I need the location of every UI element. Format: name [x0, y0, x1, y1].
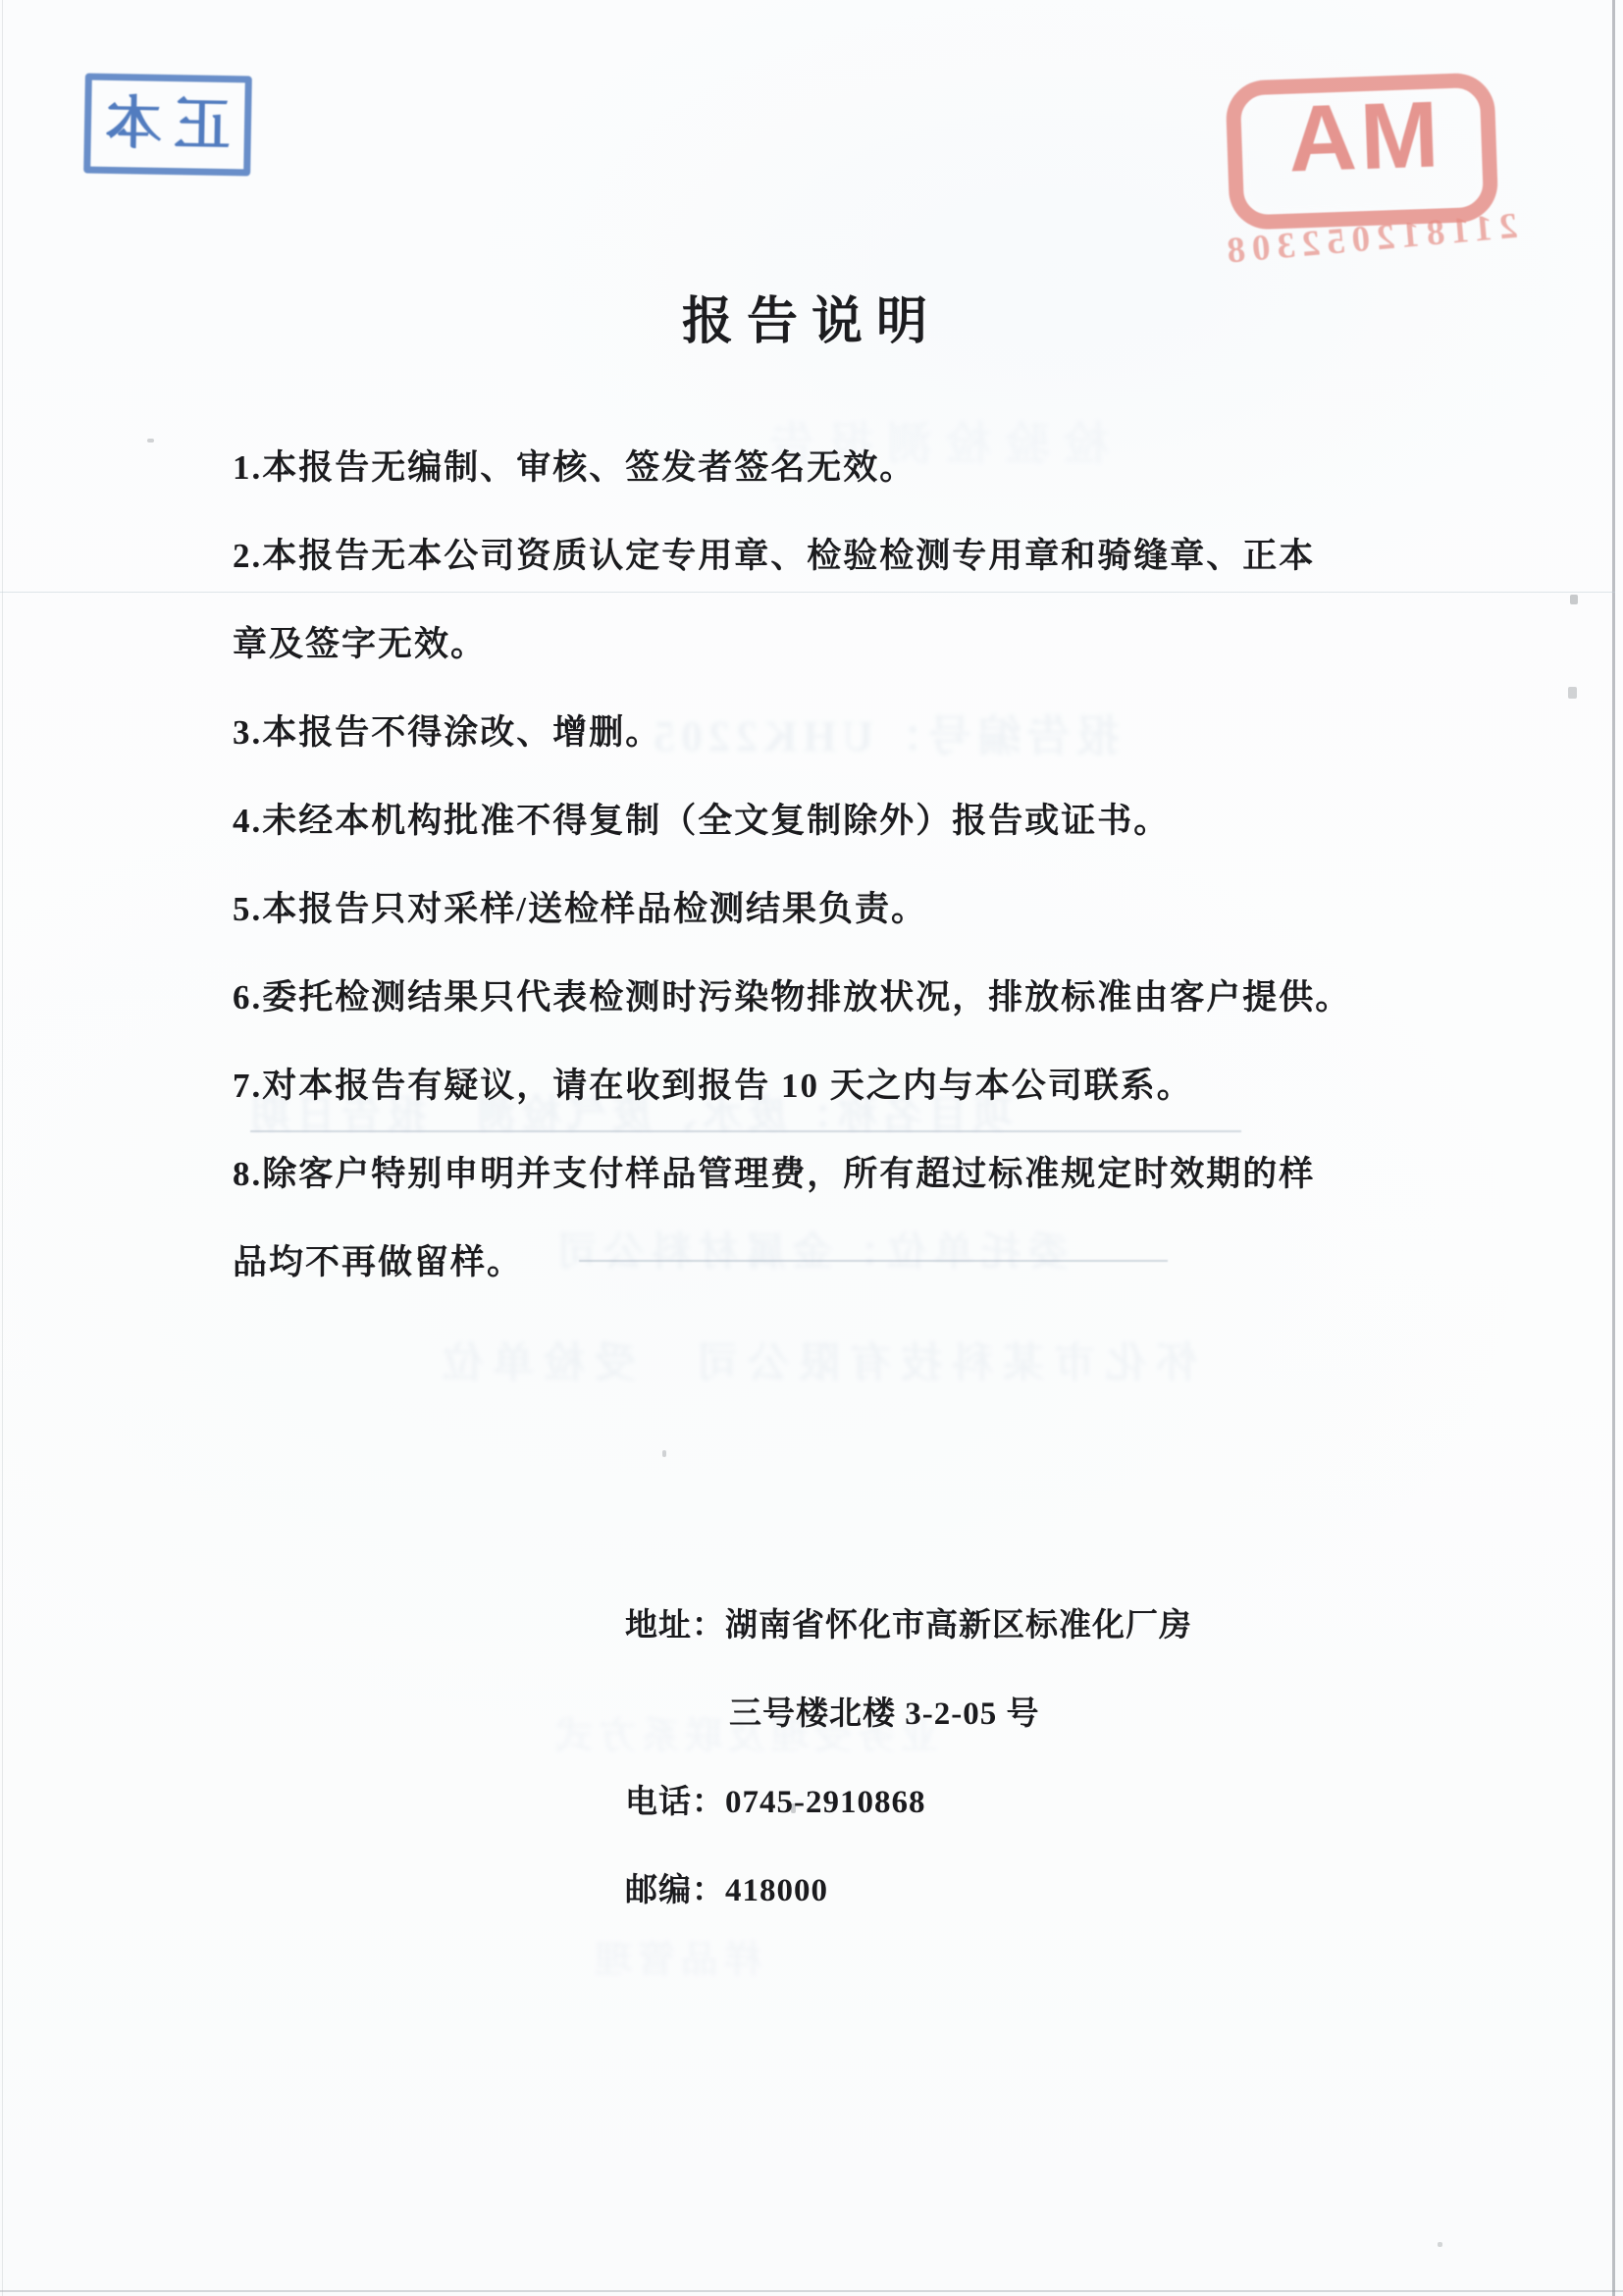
scan-speck — [1570, 595, 1578, 604]
bleedthrough-ghost-text: 检验检测报告 — [756, 419, 1109, 469]
bleedthrough-ghost-text: 业务受理及联系方式 — [550, 1716, 939, 1757]
report-notes-list — [233, 424, 1420, 1307]
scan-speck — [147, 439, 154, 443]
bleedthrough-ghost-text: 样品管理 — [589, 1940, 762, 1981]
original-copy-stamp — [83, 74, 252, 177]
report-note-line: 7.对本报告有疑议，请在收到报告 10 天之内与本公司联系。 — [233, 1067, 1193, 1105]
phone-line: 电话：0745-2910868 — [625, 1785, 926, 1820]
cma-stamp-serial-number: 211812052308 — [1218, 205, 1520, 273]
report-note-line: 3.本报告不得涂改、增删。 — [233, 713, 662, 752]
page-title: 报告说明 — [681, 293, 941, 350]
postcode-line: 邮编：418000 — [625, 1873, 828, 1908]
report-note-line: 8.除客户特别申明并支付样品管理费，所有超过标准规定时效期的样 — [233, 1155, 1316, 1193]
address-line: 地址：湖南省怀化市高新区标准化厂房 — [625, 1608, 1192, 1644]
bleedthrough-ghost-text: 委托单位：金属材料公司 — [550, 1229, 1068, 1274]
bleedthrough-ghost-text: 项目名称：废水、废气检测 报告日期 — [245, 1092, 1013, 1136]
contact-block — [625, 1582, 1312, 1935]
report-note-line: 2.本报告无本公司资质认定专用章、检验检测专用章和骑缝章、正本 — [233, 537, 1316, 575]
scan-speck — [1568, 687, 1577, 699]
cma-accreditation-stamp — [1211, 58, 1523, 304]
report-note-line: 品均不再做留样。 — [233, 1243, 524, 1281]
scan-speck — [1438, 2242, 1442, 2247]
report-note-line: 5.本报告只对采样/送检样品检测结果负责。 — [233, 890, 927, 928]
report-note-line: 1.本报告无编制、审核、签发者签名无效。 — [233, 448, 916, 487]
bleedthrough-ghost-text: 报告编号：UHK2205 — [648, 712, 1120, 760]
address-line-2: 三号楼北楼 3-2-05 号 — [729, 1696, 1040, 1732]
report-note-line: 6.委托检测结果只代表检测时污染物排放状况，排放标准由客户提供。 — [233, 978, 1352, 1017]
report-note-line: 4.未经本机构批准不得复制（全文复制除外）报告或证书。 — [233, 802, 1171, 840]
scan-speck — [662, 1450, 666, 1457]
original-copy-stamp-text: 正本 — [92, 90, 232, 158]
scan-edge-bottom — [0, 2290, 1623, 2292]
bleedthrough-ghost-text: 怀化市某科技有限公司 受检单位 — [432, 1341, 1198, 1386]
report-note-line: 章及签字无效。 — [233, 625, 488, 663]
cma-stamp-letters: MA — [1282, 81, 1440, 192]
